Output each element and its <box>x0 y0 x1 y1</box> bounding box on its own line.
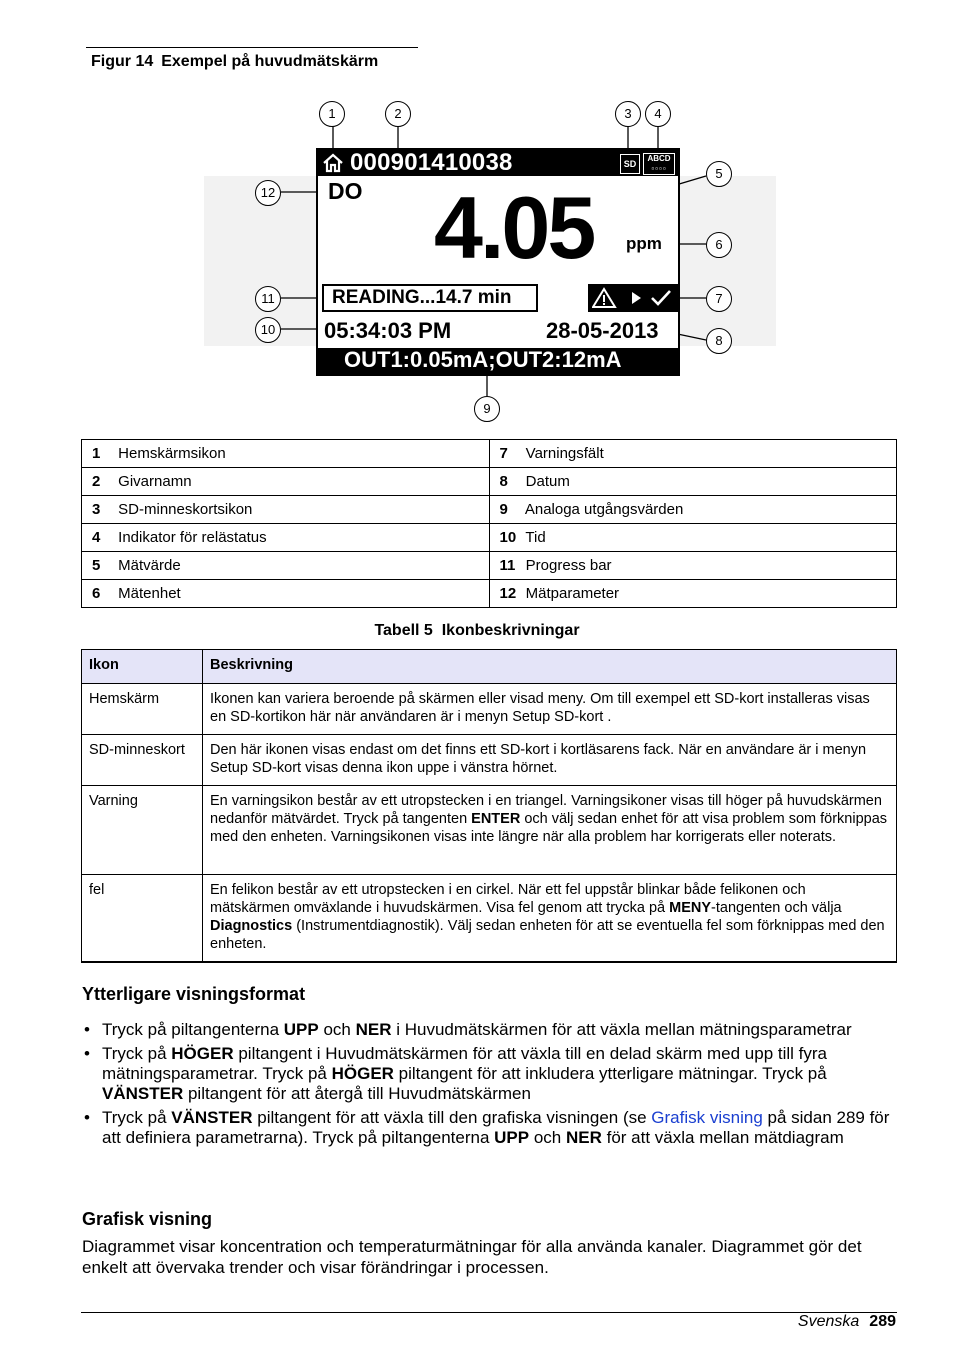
legend-number: 11 <box>499 557 516 574</box>
home-icon <box>322 153 344 173</box>
table-row <box>82 875 897 963</box>
list-text: Tryck på <box>102 1044 172 1063</box>
graphic-view-paragraph: Diagrammet visar koncentration och temperaturmätningar för alla använda kanaler. Diagrammet gör det enkelt att övervaka trender och visar förändringar i processen. <box>82 1237 862 1277</box>
table-label: Tabell 5 <box>374 622 433 639</box>
callout-7: 7 <box>706 286 732 312</box>
display-format-list <box>84 1020 904 1152</box>
icon-name: fel <box>82 875 203 963</box>
list-item <box>84 1020 904 1040</box>
legend-cell <box>489 440 897 468</box>
progress-bar <box>322 284 538 312</box>
key-name: VÄNSTER <box>171 1108 253 1127</box>
key-name: HÖGER <box>171 1044 234 1063</box>
screen-time: 05:34:03 PM <box>324 318 452 343</box>
description-text: -tangenten och välja <box>711 900 842 916</box>
callout-8: 8 <box>706 328 732 354</box>
icon-name: Hemskärm <box>82 684 203 735</box>
table-caption <box>0 622 954 640</box>
legend-number: 7 <box>499 445 508 462</box>
list-text: på sidan 289 för att definiera parametrarna). Tryck på piltangenterna <box>102 1108 890 1147</box>
key-name: HÖGER <box>331 1064 394 1083</box>
list-text: Tryck på piltangenterna <box>102 1020 284 1039</box>
icon-description-table <box>81 649 897 963</box>
legend-number: 5 <box>92 557 101 574</box>
legend-text: Progress bar <box>525 557 612 574</box>
legend-number: 6 <box>92 585 101 602</box>
legend-number: 9 <box>499 501 508 518</box>
callout-9: 9 <box>474 396 500 422</box>
legend-cell <box>82 552 490 580</box>
section-heading-graphic-view: Grafisk visning <box>82 1209 213 1229</box>
icon-description <box>203 875 897 963</box>
column-header-description: Beskrivning <box>203 650 897 684</box>
play-arrow-icon <box>632 292 641 304</box>
legend-text: Hemskärmsikon <box>118 445 226 462</box>
sd-card-icon-text: SD <box>623 159 637 169</box>
list-text: Tryck på <box>102 1108 172 1127</box>
legend-number: 8 <box>499 473 508 490</box>
table-row <box>82 496 897 524</box>
measurement-parameter: DO <box>328 178 363 204</box>
list-text: piltangent för att inkludera ytterligare mätningar. Tryck på <box>393 1064 827 1083</box>
list-text: piltangent för att återgå till Huvudmätskärmen <box>183 1084 531 1103</box>
link-grafisk-visning[interactable]: Grafisk visning <box>651 1108 763 1127</box>
callout-2: 2 <box>385 101 411 127</box>
figure-title: Exempel på huvudmätskärm <box>161 53 379 70</box>
page-footer <box>798 1313 896 1331</box>
table-row <box>82 524 897 552</box>
legend-number: 2 <box>92 473 101 490</box>
description-text: (Instrumentdiagnostik). Välj sedan enheten för att se eventuella fel som förknippas med den enheten. <box>210 918 885 952</box>
list-text: och <box>318 1020 356 1039</box>
list-text: i Huvudmätskärmen för att växla mellan mätningsparametrar <box>391 1020 852 1039</box>
legend-number: 4 <box>92 529 101 546</box>
main-measurement-screen-diagram <box>200 96 780 426</box>
section-heading-display-formats: Ytterligare visningsformat <box>82 984 306 1004</box>
relay-status-icon-text: ABCD <box>647 154 671 163</box>
progress-bar-text: READING...14.7 min <box>332 287 512 308</box>
sd-card-icon <box>620 154 640 174</box>
legend-cell <box>82 580 490 608</box>
table-row <box>82 468 897 496</box>
description-text: En felikon består av ett utropstecken i en cirkel. När ett fel uppstår blinkar både felikonen och mätskärmen omväxlande i huvudskärmen. Visa fel genom att trycka på <box>210 882 806 916</box>
callout-12: 12 <box>255 180 281 206</box>
list-text: piltangent i Huvudmätskärmen för att växla till en delad skärm med upp till fyra mätningsparametrar. Tryck på <box>102 1044 828 1083</box>
warning-icons <box>592 287 676 309</box>
icon-description <box>203 786 897 875</box>
figure-caption <box>91 53 378 71</box>
legend-cell <box>489 552 897 580</box>
page-number: 289 <box>869 1313 896 1330</box>
list-item <box>84 1108 904 1148</box>
table-row <box>82 735 897 786</box>
table-header-row <box>82 650 897 684</box>
checkmark-icon <box>652 291 670 304</box>
legend-cell <box>82 468 490 496</box>
screen-date: 28-05-2013 <box>546 318 659 343</box>
relay-status-icon: ABCD ▫▫▫▫ <box>643 153 675 175</box>
legend-cell <box>489 496 897 524</box>
callout-11: 11 <box>255 286 281 312</box>
legend-number: 10 <box>499 529 517 546</box>
callout-10: 10 <box>255 317 281 343</box>
table-row <box>82 580 897 608</box>
column-header-icon: Ikon <box>82 650 203 684</box>
key-name: NER <box>565 1128 602 1147</box>
callout-1: 1 <box>319 101 345 127</box>
legend-number: 1 <box>92 445 101 462</box>
legend-table <box>81 439 897 608</box>
legend-cell <box>489 524 897 552</box>
icon-name: Varning <box>82 786 203 875</box>
list-item <box>84 1044 904 1104</box>
callout-5: 5 <box>706 161 732 187</box>
legend-text: Indikator för relästatus <box>118 529 267 546</box>
description-text: En varningsikon består av ett utropstecken i en triangel. Varningsikoner visas till höger på huvudskärmen nedanför mätvärdet. Tryck på tangenten <box>210 793 882 827</box>
list-text: för att växla mellan mätdiagram <box>601 1128 844 1147</box>
legend-number: 3 <box>92 501 101 518</box>
legend-text: Mätenhet <box>118 585 181 602</box>
key-name: ENTER <box>471 811 521 827</box>
footer-rule <box>81 1312 897 1313</box>
list-text: piltangent för att växla till den grafiska visningen (se <box>252 1108 652 1127</box>
icon-description: Den här ikonen visas endast om det finns ett SD-kort i kortläsarens fack. När en användare är i menyn Setup SD-kort visas denna ikon uppe i vänstra hörnet. <box>203 735 897 786</box>
table-row <box>82 552 897 580</box>
legend-text: Tid <box>525 529 546 546</box>
warning-field <box>588 284 678 312</box>
callout-3: 3 <box>615 101 641 127</box>
legend-text: Varningsfält <box>525 445 604 462</box>
icon-name: SD-minneskort <box>82 735 203 786</box>
table-row <box>82 786 897 875</box>
sensor-name: 000901410038 <box>350 149 513 176</box>
legend-cell <box>82 496 490 524</box>
legend-text: Givarnamn <box>118 473 192 490</box>
analog-output-values: OUT1:0.05mA;OUT2:12mA <box>344 347 622 372</box>
list-text: och <box>529 1128 566 1147</box>
measurement-value: 4.05 <box>434 178 594 277</box>
menu-name: Diagnostics <box>210 918 293 934</box>
key-name: VÄNSTER <box>102 1084 184 1103</box>
legend-text: Datum <box>525 473 570 490</box>
key-name: NER <box>355 1020 392 1039</box>
legend-number: 12 <box>499 585 517 602</box>
legend-cell <box>489 468 897 496</box>
table-row <box>82 684 897 735</box>
footer-language: Svenska <box>797 1313 860 1330</box>
table-row <box>82 440 897 468</box>
description-text: och välj sedan enhet för att visa problem som förknippas med den enheten. Varningsikonen visas inte längre när alla problem har korrigerats eller noterats. <box>210 811 888 845</box>
key-name: UPP <box>283 1020 319 1039</box>
callout-6: 6 <box>706 232 732 258</box>
legend-text: Mätparameter <box>525 585 620 602</box>
measurement-unit: ppm <box>626 234 662 253</box>
legend-text: SD-minneskortsikon <box>118 501 253 518</box>
bottom-output-bar <box>318 348 678 374</box>
legend-cell <box>82 440 490 468</box>
legend-cell <box>82 524 490 552</box>
key-name: MENY <box>669 900 712 916</box>
figure-label: Figur 14 <box>91 53 154 70</box>
legend-text: Analoga utgångsvärden <box>524 501 684 518</box>
callout-4: 4 <box>645 101 671 127</box>
device-screen <box>316 148 680 376</box>
legend-cell <box>489 580 897 608</box>
top-status-bar <box>318 150 678 176</box>
figure-top-rule <box>86 47 418 48</box>
key-name: UPP <box>494 1128 530 1147</box>
table-title: Ikonbeskrivningar <box>441 622 580 639</box>
legend-text: Mätvärde <box>118 557 181 574</box>
icon-description: Ikonen kan variera beroende på skärmen eller visad meny. Om till exempel ett SD-kort installeras visas en SD-kortikon här när användaren är i menyn Setup SD-kort . <box>203 684 897 735</box>
